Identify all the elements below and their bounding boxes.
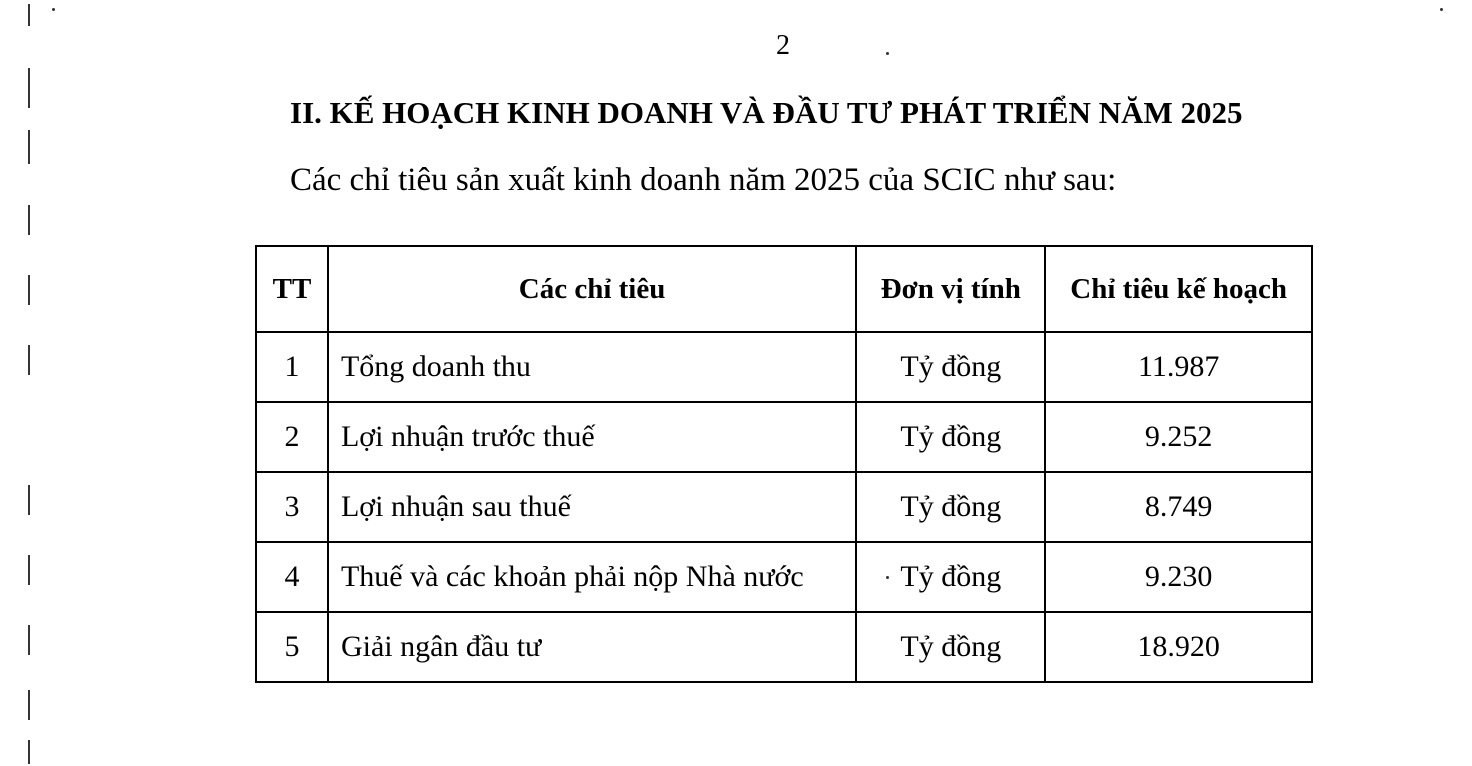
scan-edge-mark	[28, 690, 30, 720]
page-number: 2	[776, 30, 790, 61]
row-number: 2	[256, 402, 328, 472]
row-number: 5	[256, 612, 328, 682]
scan-edge-mark	[28, 130, 30, 164]
table-row	[256, 612, 1312, 682]
scan-edge-mark	[28, 275, 30, 305]
row-number: 4	[256, 542, 328, 612]
row-unit: Tỷ đồng	[856, 332, 1045, 402]
row-unit: Tỷ đồng	[856, 402, 1045, 472]
scan-edge-mark	[28, 625, 30, 655]
row-unit: Tỷ đồng	[856, 612, 1045, 682]
row-plan-value: 18.920	[1045, 612, 1312, 682]
scan-edge-mark	[28, 205, 30, 235]
scan-edge-mark	[28, 68, 30, 108]
row-unit: Tỷ đồng	[856, 472, 1045, 542]
intro-paragraph: Các chỉ tiêu sản xuất kinh doanh năm 2025 của SCIC như sau:	[290, 162, 1117, 198]
scan-dot	[52, 8, 55, 11]
row-plan-value: 9.252	[1045, 402, 1312, 472]
scan-dot	[1440, 8, 1443, 11]
row-indicator: Lợi nhuận sau thuế	[328, 472, 856, 542]
row-unit: Tỷ đồng	[856, 542, 1045, 612]
scan-edge-mark	[28, 555, 30, 585]
business-plan-table	[255, 245, 1313, 683]
row-indicator: Thuế và các khoản phải nộp Nhà nước	[328, 542, 856, 612]
row-indicator: Lợi nhuận trước thuế	[328, 402, 856, 472]
table-row	[256, 332, 1312, 402]
header-tt: TT	[256, 246, 328, 332]
row-number: 1	[256, 332, 328, 402]
row-plan-value: 8.749	[1045, 472, 1312, 542]
row-indicator: Tổng doanh thu	[328, 332, 856, 402]
header-unit: Đơn vị tính	[856, 246, 1045, 332]
table-row	[256, 472, 1312, 542]
header-plan-value: Chỉ tiêu kế hoạch	[1045, 246, 1312, 332]
scan-edge-mark	[28, 740, 30, 764]
row-plan-value: 11.987	[1045, 332, 1312, 402]
table-row	[256, 402, 1312, 472]
table-row	[256, 542, 1312, 612]
scan-edge-mark	[28, 345, 30, 375]
header-indicator: Các chỉ tiêu	[328, 246, 856, 332]
table-header-row	[256, 246, 1312, 332]
scan-edge-mark	[28, 4, 30, 26]
row-indicator: Giải ngân đầu tư	[328, 612, 856, 682]
section-title: II. KẾ HOẠCH KINH DOANH VÀ ĐẦU TƯ PHÁT TRIỂN NĂM 2025	[290, 95, 1243, 130]
scan-edge-mark	[28, 485, 30, 515]
row-plan-value: 9.230	[1045, 542, 1312, 612]
row-number: 3	[256, 472, 328, 542]
